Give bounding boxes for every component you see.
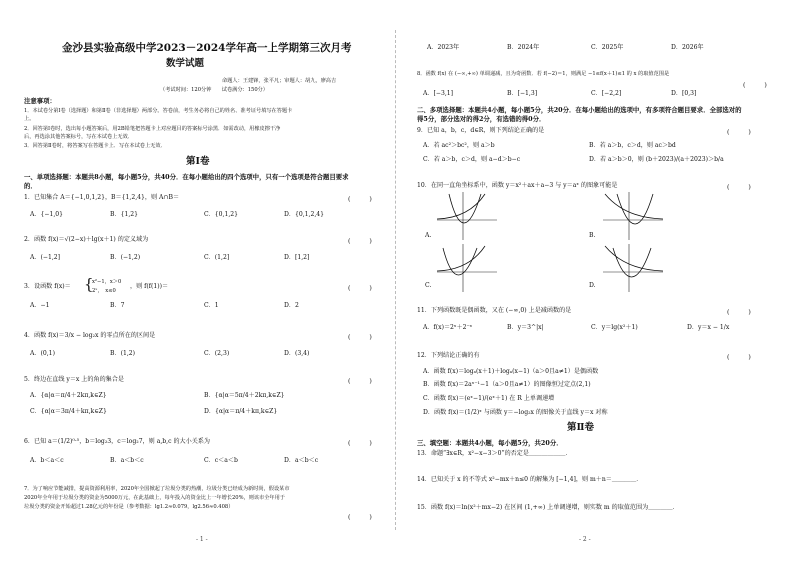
q1-answer-paren: ( ) [348,196,372,203]
q7-line: 2020年全年用于垃圾分类的资金为5000万元，在此基础上，每年投入的资金比上一年增长20%，则该市全年用于 [24,495,285,501]
q7-option-d: D．2026年 [671,44,704,51]
section1-heading-cont: 的． [24,182,37,190]
q10-option-c: C. [425,282,432,289]
q5-option-b: B．{α|α＝5π/4＋2kπ,k∈Z} [204,392,285,399]
q1-option-c: C．{0,1,2} [204,211,239,218]
q6-option-d: D．a＜b＜c [284,457,319,464]
q3-case-2: 2ˣ， x≤0 [92,288,116,294]
q8-option-d: D．[0,3] [671,90,697,97]
note-line: 1．本试卷分第Ⅰ卷（选择题）和第Ⅱ卷（非选择题）两部分。答卷前，考生务必将自己的姓名、准考证号填写在答题卡 [24,108,293,114]
q5-stem: 5．终边在直线 y＝x 上的角的集合是 [24,376,124,383]
q7-line: 7．为了响应节能减排，提高资源利用率，2020年全国掀起了垃圾分类的热潮，垃圾分类已经成为新时尚，假设某市 [24,486,290,492]
q9-option-a: A．若 ac²＞bc²，则 a＞b [423,142,495,149]
q11-answer-paren: ( ) [727,309,751,316]
q2-option-a: A．(−1,2] [30,254,61,261]
q10-graph-a [435,190,499,242]
authors: 命题人：王建锋，张平凡；审题人：胡九，廖高吉 [222,78,337,84]
q2-stem: 2．函数 f(x)＝√(2−x)＋lg(x＋1) 的定义域为 [24,236,149,243]
page-divider [395,30,396,530]
q9-stem: 9．已知 a，b，c，d∈R，则下列结论正确的是 [417,127,545,134]
q5-option-d: D．{α|α＝π/4＋kπ,k∈Z} [204,408,278,415]
q2-answer-paren: ( ) [348,238,372,245]
q12-option-b: B．函数 f(x)＝2aˣ⁻¹−1（a＞0且a≠1）的图像恒过定点(2,1) [423,381,591,388]
exam-title: 金沙县实验高级中学2023－2024学年高一上学期第三次月考 [62,42,352,54]
q6-option-b: B．a＜b＜c [110,457,144,464]
q11-stem: 11．下列函数既是偶函数，又在 (−∞,0) 上是减函数的是 [417,307,572,314]
q10-option-b: B. [589,232,596,239]
q7-option-b: B．2024年 [507,44,540,51]
section1-heading: 一、单项选择题：本题共8小题，每小题5分，共40分．在每小题给出的四个选项中，只有一个选项是符合题目要求 [24,173,349,181]
exam-subtitle: 数学试题 [166,58,205,69]
q10-option-a: A. [425,232,432,239]
q3-stem-tail: ，则 f(f(1))＝ [130,283,169,290]
q2-option-b: B．(−1,2) [110,254,141,261]
q9-option-d: D．若 a＞b＞0，则 (b＋2023)/(a＋2023)＞b/a [589,156,724,163]
q10-stem: 10．在同一直角坐标系中，函数 y＝x²＋ax＋a−3 与 y＝aˣ 的图象可能是 [417,182,618,189]
q1-option-d: D．{0,1,2,4} [284,211,325,218]
q8-option-b: B．[−1,3] [507,90,538,97]
q4-option-d: D．(3,4) [284,350,310,357]
q12-option-c: C．函数 f(x)＝(eˣ−1)/(eˣ＋1) 在 R 上单调递增 [423,395,555,402]
q8-option-a: A．[−3,1] [423,90,454,97]
exam-info: （考试时间：120分钟 试卷满分：150分） [160,87,268,93]
page-number-1: - 1 - [196,536,208,543]
q3-brace: { [84,275,94,293]
q9-option-c: C．若 a＞b，c＞d，则 a−d＞b−c [423,156,521,163]
q4-option-b: B．(1,2) [110,350,136,357]
q7-answer-paren: ( ) [348,514,372,521]
q12-stem: 12．下列结论正确的有 [417,352,480,359]
q13-stem: 13．命题“∃x∈R，x²−x−3＞0”的否定是＿＿＿＿＿＿． [417,450,572,457]
q3-case-1: x²−1，x＞0 [92,279,122,285]
section3-heading: 三、填空题：本题共4小题，每小题5分，共20分． [417,439,563,447]
q3-option-a: A．−1 [30,302,50,309]
note-line: 后，再选涂其他答案标号，写在本试卷上无效． [24,134,133,140]
q9-option-b: B．若 a＞b，c＞d，则 ac＞bd [589,142,676,149]
q3-answer-paren: ( ) [348,285,372,292]
q5-option-a: A．{α|α＝π/4＋2kπ,k∈Z} [30,392,107,399]
q3-option-d: D．2 [284,302,299,309]
page-2 [397,0,794,561]
q3-stem: 3．设函数 f(x)＝ [24,283,71,290]
q2-option-d: D．[1,2] [284,254,310,261]
section2-heading: 二、多项选择题：本题共4小题，每小题5分，共20分．在每小题给出的选项中，有多项符合题目要求．全部选对的 [417,106,742,114]
note-line: 2．回答第Ⅰ卷时，选出每小题答案后，用2B铅笔把答题卡上对应题目的答案标号涂黑．如需改动，用橡皮擦干净 [24,126,281,132]
q8-answer-paren: ( ) [743,82,767,89]
q10-answer-paren: ( ) [727,184,751,191]
part1-label: 第Ⅰ卷 [186,156,210,167]
page-number-2: - 2 - [579,536,591,543]
q6-option-c: C．c＜a＜b [204,457,238,464]
q7-line: 垃圾分类的资金开始超过1.28亿元的年份是（参考数据：lg1.2≈0.079，lg2.56≈0.408） [24,504,234,510]
q4-option-a: A．(0,1) [30,350,55,357]
q4-answer-paren: ( ) [348,334,372,341]
q14-stem: 14．已知关于 x 的不等式 x²−mx＋n≤0 的解集为 [−1,4]，则 m＋n＝＿＿＿＿． [417,476,643,483]
q7-option-a: A．2023年 [427,44,460,51]
section2-heading-cont: 得5分，部分选对的得2分，有选错的得0分． [417,115,546,123]
q3-option-c: C．1 [204,302,219,309]
q8-option-c: C．[−2,2] [591,90,622,97]
q11-option-a: A．f(x)＝2ˣ＋2⁻ˣ [423,324,473,331]
q5-answer-paren: ( ) [348,378,372,385]
q10-graph-d [601,242,665,294]
q11-option-d: D．y＝x − 1/x [687,324,730,331]
q6-option-a: A．b＜a＜c [30,457,64,464]
note-line: 3．回答第Ⅱ卷时，将答案写在答题卡上．写在本试卷上无效． [24,143,166,149]
q12-option-a: A．函数 f(x)＝logₐ(x＋1)＋logₐ(x−1)（a＞0且a≠1）是偶函数 [423,368,599,375]
q10-option-d: D. [589,282,596,289]
q4-stem: 4．函数 f(x)＝3/x − log₂x 的零点所在的区间是 [24,332,156,339]
q6-stem: 6．已知 a＝(1/2)⁰·⁵，b＝log₂3，c＝log₂7，则 a,b,c 的大小关系为 [24,438,211,445]
note-line: 上。 [24,116,35,122]
q8-stem: 8．函数 f(x) 在 (−∞,+∞) 单调递减，且为奇函数．若 f(−2)＝1，则满足 −1≤f(x＋1)≤1 的 x 的取值范围是 [417,71,670,77]
part2-label: 第Ⅱ卷 [567,422,595,433]
q11-option-c: C．y＝lg(x²＋1) [591,324,638,331]
notes-heading: 注意事项： [24,97,56,105]
q3-option-b: B．7 [110,302,125,309]
q9-answer-paren: ( ) [727,129,751,136]
q1-stem: 1．已知集合 A＝{−1,0,1,2}，B＝{1,2,4}，则 A∩B＝ [24,194,180,201]
q11-option-b: B．y＝3^|x| [507,324,544,331]
q1-option-b: B．{1,2} [110,211,139,218]
q10-graph-b [601,190,665,242]
q2-option-c: C．(1,2] [204,254,230,261]
q4-option-c: C．(2,3) [204,350,230,357]
q12-option-d: D．函数 f(x)＝(1/2)ˣ 与函数 y＝−log₂x 的图像关于直线 y＝x 对称 [423,409,608,416]
q15-stem: 15．函数 f(x)＝ln(x²＋mx−2) 在区间 (1,+∞) 上单调递增，则实数 m 的取值范围为＿＿＿＿． [417,504,679,511]
q10-graph-c [435,242,499,294]
q1-option-a: A．{−1,0} [30,211,64,218]
q6-answer-paren: ( ) [348,440,372,447]
q5-option-c: C．{α|α＝3π/4＋kπ,k∈Z} [30,408,107,415]
q12-answer-paren: ( ) [727,354,751,361]
q7-option-c: C．2025年 [591,44,624,51]
